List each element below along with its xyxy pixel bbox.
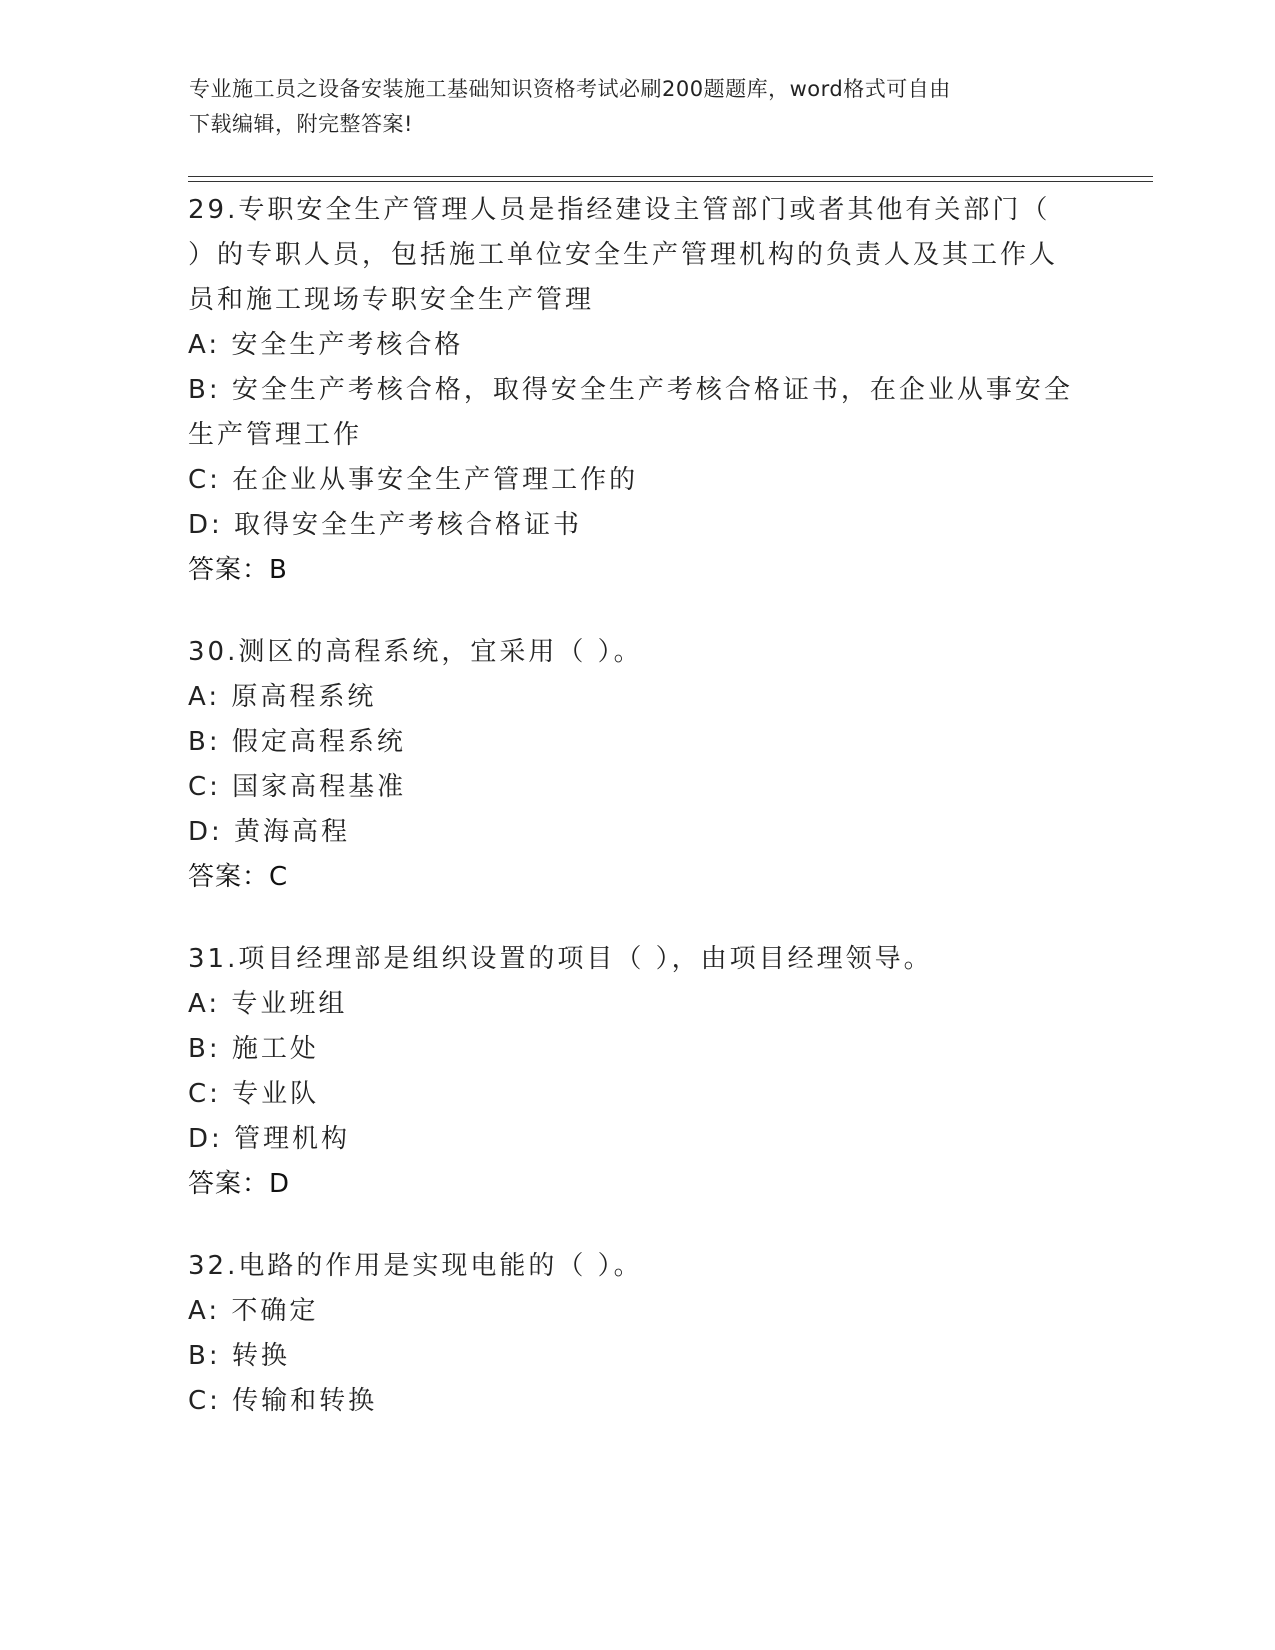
question-stem-line: 30.测区的高程系统，宜采用（ ）。: [188, 637, 643, 667]
header-divider-bottom: [188, 181, 1153, 182]
question-stem-line: 29.专职安全生产管理人员是指经建设主管部门或者其他有关部门（: [188, 195, 1051, 225]
option-c: C: 专业队: [188, 1079, 320, 1109]
option-b: B: 假定高程系统: [188, 727, 406, 757]
question-32: [188, 1244, 1088, 1424]
option-b-continued: 生产管理工作: [188, 420, 363, 450]
question-29: [188, 188, 1088, 593]
question-stem-line: 32.电路的作用是实现电能的（ ）。: [188, 1251, 643, 1281]
option-c: C: 国家高程基准: [188, 772, 407, 802]
header-divider-top: [188, 176, 1153, 177]
answer-line: 答案：C: [188, 862, 289, 892]
option-d: D: 取得安全生产考核合格证书: [188, 510, 583, 540]
option-c: C: 传输和转换: [188, 1386, 378, 1416]
header-line-2: 下载编辑，附完整答案!: [189, 112, 413, 136]
question-31: [188, 937, 1088, 1207]
answer-line: 答案：D: [188, 1169, 291, 1199]
option-b: B: 安全生产考核合格，取得安全生产考核合格证书，在企业从事安全: [188, 375, 1073, 405]
header-line-1: 专业施工员之设备安装施工基础知识资格考试必刷200题题库，word格式可自由: [189, 77, 951, 101]
option-a: A: 原高程系统: [188, 682, 377, 712]
question-stem-line: 员和施工现场专职安全生产管理: [188, 285, 595, 315]
question-list: [188, 188, 1088, 1461]
option-b: B: 施工处: [188, 1034, 319, 1064]
option-c: C: 在企业从事安全生产管理工作的: [188, 465, 639, 495]
question-30: [188, 630, 1088, 900]
option-a: A: 不确定: [188, 1296, 319, 1326]
document-header: [189, 72, 1069, 142]
option-a: A: 专业班组: [188, 989, 348, 1019]
question-stem-line: ）的专职人员，包括施工单位安全生产管理机构的负责人及其工作人: [188, 240, 1059, 270]
option-d: D: 管理机构: [188, 1124, 351, 1154]
answer-line: 答案：B: [188, 555, 288, 585]
option-d: D: 黄海高程: [188, 817, 351, 847]
question-stem-line: 31.项目经理部是组织设置的项目（ ），由项目经理领导。: [188, 944, 933, 974]
option-b: B: 转换: [188, 1341, 290, 1371]
option-a: A: 安全生产考核合格: [188, 330, 464, 360]
